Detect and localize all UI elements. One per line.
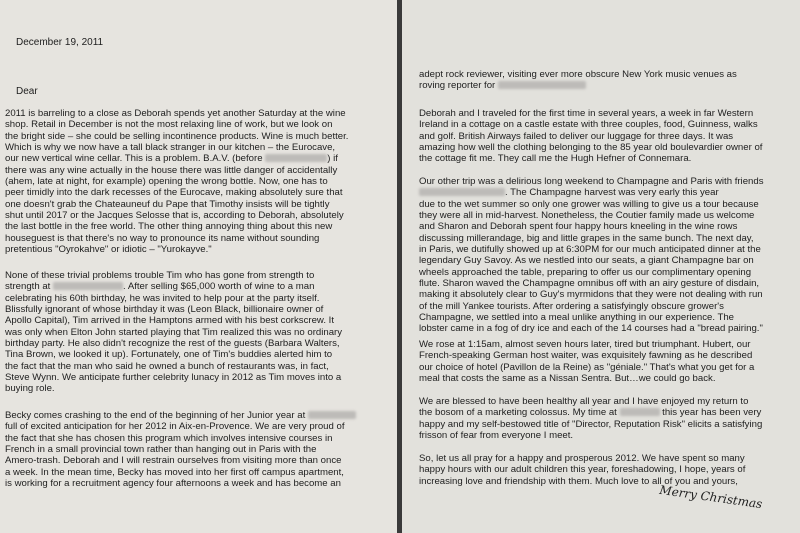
text-line: shut until 2017 or the Jacques Selosse that is, according to Deborah, absolutely bbox=[5, 210, 344, 222]
paragraph-eurocave bbox=[5, 108, 348, 255]
text-line: Which is why we now have a tall black stranger in our kitchen – the Eurocave, bbox=[5, 142, 336, 154]
redaction-blur bbox=[53, 282, 123, 290]
text-line: lobster came in a fog of dry ice and each of the 14 courses had a "bread pairing." bbox=[419, 323, 763, 335]
text-line: We rose at 1:15am, almost seven hours later, tired but triumphant. Hubert, our bbox=[419, 339, 751, 350]
text-line: birthday party. He also didn't recognize the rest of the guests (Barbara Walters, bbox=[5, 338, 340, 350]
text-line: of the mill Yankee tourists. After ordering a satisfyingly obscure grower's bbox=[419, 300, 724, 312]
text-line: amazing how well the clothing belonging to the 85 year old boulevardier owner of bbox=[419, 142, 763, 154]
text-line: the last bottle in the free world. The other thing annoying thing about this new bbox=[5, 221, 333, 233]
text-line: Champagne, we settled into a meal unlike anything in our experience. The bbox=[419, 312, 735, 324]
text-line: French in a small provincial town rather than hanging out in Paris with the bbox=[5, 444, 317, 456]
text-line: Our other trip was a delirious long weekend to Champagne and Paris with friends bbox=[419, 176, 764, 187]
text-line-tail: . After selling $65,000 worth of wine to a man bbox=[123, 281, 315, 293]
redaction-blur bbox=[308, 411, 356, 419]
handwritten-signature: Merry Christmas bbox=[658, 482, 764, 512]
text-line: strength at bbox=[5, 281, 51, 293]
letter-page-left bbox=[0, 0, 397, 533]
text-line: French-speaking German host waiter, was exquisitely fawning as he described bbox=[419, 350, 753, 362]
text-line: one doesn't grab the Chateauneuf du Pape that Timothy insists will be tightly bbox=[5, 198, 330, 210]
text-line: Becky comes crashing to the end of the beginning of her Junior year at bbox=[5, 410, 306, 421]
redaction-blur bbox=[620, 408, 660, 416]
text-line: our choice of hotel (Pavillon de la Reine) as "géniale." That's what you get for a bbox=[419, 361, 755, 373]
text-line: Deborah and I traveled for the first time in several years, a week in far Western bbox=[419, 108, 754, 119]
text-line: legendary Guy Savoy. As we nestled into our seats, a giant Champagne bar on bbox=[419, 255, 754, 267]
text-line: and golf. British Airways failed to deliver our luggage for three days. It was bbox=[419, 130, 734, 142]
text-line: Apollo Capital), Tim arrived in the Hamptons armed with his best corkscrew. It bbox=[5, 315, 334, 327]
text-line: the bright side – she could be selling incontinence products. Wine is much better. bbox=[5, 130, 349, 142]
text-line: So, let us all pray for a happy and prosperous 2012. We have spent so many bbox=[419, 453, 745, 464]
redaction-blur bbox=[419, 188, 505, 196]
text-line-with-redaction bbox=[419, 187, 764, 198]
text-line: flute. Sharon waved the Champagne omnibus off with an airy gesture of disdain, bbox=[419, 278, 760, 290]
text-line-tail: this year has been very bbox=[659, 407, 762, 419]
text-line: happy hours with our adult children this year, foreshadowing, I hope, years of bbox=[419, 464, 746, 476]
text-line: peer timidly into the dark recesses of the Eurocave, making absolutely sure that bbox=[5, 187, 343, 199]
text-line: houseguest is that there's no way to pronounce its name without sounding bbox=[5, 232, 320, 244]
text-line: Ireland in a cottage on a castle estate with three couples, food, Guinness, walks bbox=[419, 119, 758, 131]
text-line-with-redaction bbox=[5, 410, 356, 421]
text-line: adept rock reviewer, visiting ever more obscure New York music venues as bbox=[419, 69, 737, 80]
text-line: celebrating his 60th birthday, he was invited to help pour at the party itself. bbox=[5, 292, 320, 304]
letter-date: December 19, 2011 bbox=[16, 37, 104, 48]
text-line: . The Champagne harvest was very early this year bbox=[505, 187, 719, 199]
paragraph-health bbox=[419, 396, 762, 441]
text-line: increasing love and friendship with them. Much love to all of you and yours, bbox=[419, 475, 738, 487]
paragraph-ireland bbox=[419, 108, 762, 165]
text-line: None of these trivial problems trouble Tim who has gone from strength to bbox=[5, 270, 315, 281]
text-line: pretentious "Oyrokahve" or idiotic – "Yurokayve." bbox=[5, 244, 212, 256]
text-line-tail: ) if bbox=[327, 153, 338, 165]
text-line: (ahem, late at night, for example) opening the wrong bottle. Now, one has to bbox=[5, 176, 328, 188]
text-line: Amero-trash. Deborah and I will restrain ourselves from visiting more than once bbox=[5, 455, 342, 467]
text-line: Blissfully ignorant of whose birthday it was (Leon Black, billionaire owner of bbox=[5, 304, 324, 316]
text-line: the fact that the man who said he owned a bunch of restaurants was, in fact, bbox=[5, 360, 329, 372]
paragraph-champagne bbox=[419, 176, 764, 335]
text-line: there was any wine actually in the house there was little danger of accidentally bbox=[5, 164, 338, 176]
text-line: roving reporter for bbox=[419, 80, 496, 92]
text-line-with-redaction bbox=[419, 80, 737, 91]
text-line: buying role. bbox=[5, 383, 55, 395]
text-line: due to the wet summer so only one grower was willing to give us a tour because bbox=[419, 198, 759, 210]
salutation: Dear bbox=[16, 86, 38, 97]
letter-page-right bbox=[402, 0, 800, 533]
text-line: they were all in mid-harvest. Nonetheless, the Coutier family made us welcome bbox=[419, 210, 755, 222]
text-line: meal that costs the same as a Nissan Sentra. But…we could go back. bbox=[419, 373, 716, 385]
text-line: discussing millerandage, big and little grapes in the same bunch. The next day, bbox=[419, 232, 754, 244]
text-line: full of excited anticipation for her 2012 in Aix-en-Provence. We are very proud of bbox=[5, 421, 345, 433]
text-line: the cottage fit me. They call me the Hugh Hefner of Connemara. bbox=[419, 153, 692, 165]
text-line: happy and my self-bestowed title of "Director, Reputation Risk" elicits a satisfying bbox=[419, 418, 763, 430]
text-line-with-redaction bbox=[5, 281, 342, 292]
text-line: Steve Wynn. We anticipate further celebrity lunacy in 2012 as Tim moves into a bbox=[5, 372, 342, 384]
paragraph-rock-reviewer bbox=[419, 69, 737, 92]
text-line: making it absolutely clear to Guy's myrmidons that they were not dealing with run bbox=[419, 289, 763, 301]
text-line: was only when Elton John started playing that Tim realized this was no ordinary bbox=[5, 326, 343, 338]
text-line: is working for a recruitment agency four afternoons a week and has become an bbox=[5, 478, 341, 490]
text-line: a week. In the mean time, Becky has moved into her first off campus apartment, bbox=[5, 466, 344, 478]
text-line: in Paris, we dutifully showed up at 6:30PM for our much anticipated dinner at the bbox=[419, 244, 761, 256]
text-line: shop. Retail in December is not the most relaxing line of work, but we look on bbox=[5, 119, 333, 131]
text-line: wheels approached the table, preparing to offer us our complimentary opening bbox=[419, 266, 752, 278]
text-line: Tina Brown, we looked it up). Fortunately, one of Tim's buddies alerted him to bbox=[5, 349, 333, 361]
text-line: frisson of fear from everyone I meet. bbox=[419, 430, 574, 442]
redaction-blur bbox=[265, 154, 327, 162]
text-line: the bosom of a marketing colossus. My time at bbox=[419, 407, 617, 419]
paragraph-closing bbox=[419, 453, 745, 487]
text-line: the fact that she has chosen this program which involves intensive courses in bbox=[5, 432, 333, 444]
paragraph-tim bbox=[5, 270, 342, 395]
redaction-blur bbox=[498, 81, 586, 89]
text-line: 2011 is barreling to a close as Deborah spends yet another Saturday at the wine bbox=[5, 108, 346, 119]
paragraph-becky bbox=[5, 410, 356, 489]
text-line-with-redaction bbox=[5, 153, 348, 164]
text-line: and Sharon and Deborah spent four happy hours kneeling in the wine rows bbox=[419, 221, 738, 233]
paragraph-hotel bbox=[419, 339, 754, 384]
text-line: our new vertical wine cellar. This is a problem. B.A.V. (before bbox=[5, 153, 263, 165]
text-line: We are blessed to have been healthy all year and I have enjoyed my return to bbox=[419, 396, 749, 407]
text-line-with-redaction bbox=[419, 407, 762, 418]
